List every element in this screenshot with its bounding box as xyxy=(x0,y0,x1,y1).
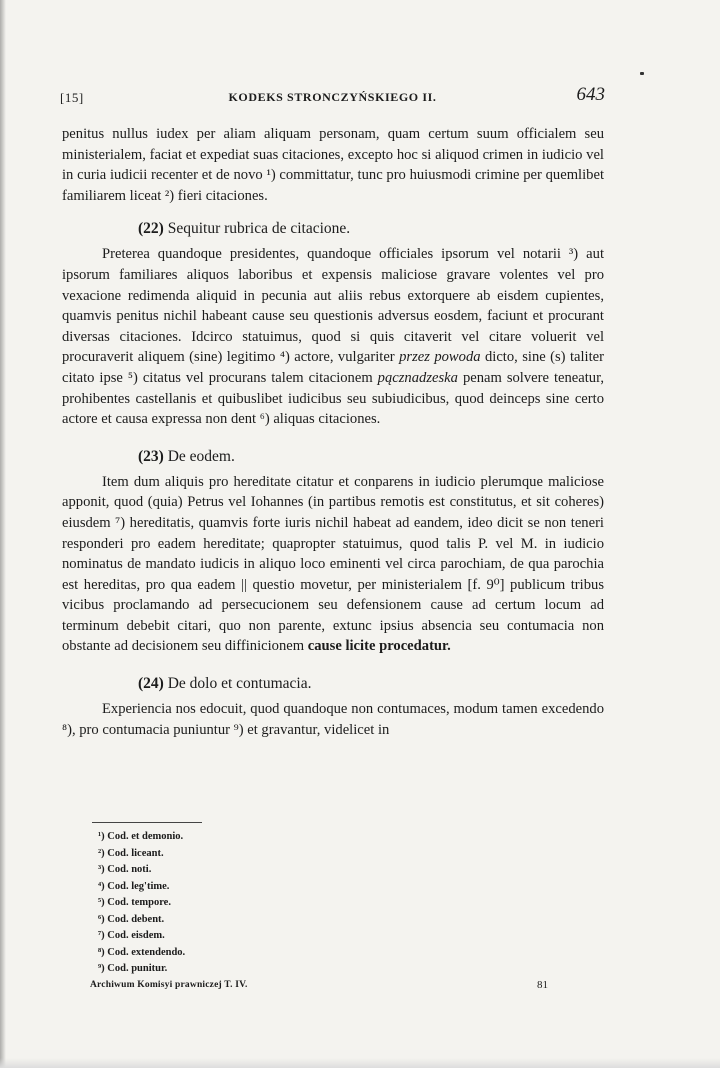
footnote-text: Cod. punitur. xyxy=(107,963,168,974)
italic-term: pącznadzeska xyxy=(377,369,458,386)
italic-term: przez powoda xyxy=(399,349,481,366)
section-number: (24) xyxy=(138,675,164,693)
paragraph-23 xyxy=(62,472,604,657)
footnote-text: Cod. extendendo. xyxy=(107,946,186,958)
paragraph-text: Item dum aliquis pro hereditate citatur et conparens in iudicio plerumque maliciose apponit, quod (quia) Petrus vel Iohannes (in partibus remotis est constitutus, et sit coheres) eiusdem ⁷) hereditatis, quamvis forte iuris nichil habeat ad eandem, ideo dicit se non teneri responderi pro eadem hereditate; quapropter statuimus, quod talis P. vel M. in iudicio nominatus de mandato iudicis in aliquo loco eminenti vel circa parochiam, de qua parochia est hereditas, pro qua eadem || questio movetur, per ministerialem [f. 9⁰] publicum tribus vicibus proclamando ad persecucionem seu defensionem cause ad certum locum ad terminum debebit citari, quo non parente, extunc ipsius absencia seu contumacia non obstante ad decisionem seu diffinicionem xyxy=(62,473,604,655)
bold-text: cause licite procedatur. xyxy=(307,638,451,655)
section-title: Sequitur rubrica de citacione. xyxy=(167,220,351,238)
section-title: De eodem. xyxy=(167,447,235,465)
footnote-mark: ³) xyxy=(98,864,105,875)
paragraph-22 xyxy=(62,244,604,429)
footnote xyxy=(98,879,398,896)
footer-source: Archiwum Komisyi prawniczej T. IV. xyxy=(90,980,248,990)
section-number: (22) xyxy=(138,220,164,238)
section-heading-23 xyxy=(138,446,604,468)
page-bottom-edge xyxy=(0,1058,720,1068)
header-title: KODEKS STRONCZYŃSKIEGO II. xyxy=(228,90,437,104)
section-heading-24 xyxy=(138,673,604,695)
footnote xyxy=(98,895,398,912)
footnote xyxy=(98,945,398,962)
footnote-mark: ⁷) xyxy=(98,930,105,941)
footnote xyxy=(98,912,398,929)
footnote xyxy=(98,961,398,978)
paragraph-text: penam solvere teneatur, prohibentes castellanis et quibuslibet iudicibus seu subiudicibus, quod deinceps sine certo actore et causa expressa non dent ⁶) aliquas citaciones. xyxy=(62,369,605,428)
paragraph-text: Preterea quandoque presidentes, quandoque officiales ipsorum vel notarii ³) aut ipsorum familiares aliquos laboribus et expensis maliciose gravare volentes vel pro vexacione redimenda aliquid in pecunia aut aliis rebus extorquere ab eisdem cupientes, quamvis penitus nichil habeant cause seu questionis adversus eosdem, faciunt et procurant diversas citaciones. Idcirco statuimus, quod si quis citaverit vel citare voluerit vel procuraverit aliquem (sine) legitimo ⁴) actore, vulgariter xyxy=(62,246,604,366)
footnote-mark: ⁹) xyxy=(98,963,105,974)
paragraph-text: dicto, sine (s) taliter citato ipse ⁵) citatus vel procurans talem citacionem xyxy=(62,349,604,386)
footnote-text: Cod. liceant. xyxy=(107,847,164,859)
page-edge-shadow xyxy=(0,0,6,1068)
footnote-mark: ²) xyxy=(98,847,105,859)
footnotes xyxy=(98,829,398,978)
header-bracket-number: [15] xyxy=(60,90,84,105)
footnote xyxy=(98,846,398,863)
footnote-text: Cod. tempore. xyxy=(107,897,171,908)
footnote-text: Cod. debent. xyxy=(107,913,165,925)
page-number: 643 xyxy=(576,84,605,105)
footnote xyxy=(98,928,398,945)
footnote-text: Cod. noti. xyxy=(107,864,152,875)
running-header xyxy=(60,84,605,108)
paragraph-continued: penitus nullus iudex per aliam aliquam personam, quam certum suum officialem seu ministerialem, faciat et expediat suas citaciones, excepto hoc si aliquod crimen in iudicio vel in curia iudicii recenter et de novo ¹) committatur, tunc pro huiusmodi crimine per quemlibet familiarem liceat ²) fieri citaciones. xyxy=(62,126,604,204)
section-number: (23) xyxy=(138,447,164,465)
footnote-mark: ⁵) xyxy=(98,897,105,908)
footnote-text: Cod. eisdem. xyxy=(107,930,165,941)
paragraph-24: Experiencia nos edocuit, quod quandoque non contumaces, modum tamen excedendo ⁸), pro contumacia puniuntur ⁹) et gravantur, videlicet in xyxy=(62,701,604,738)
footnote xyxy=(98,829,398,846)
signature-mark: 81 xyxy=(537,979,548,991)
section-title: De dolo et contumacia. xyxy=(167,675,312,693)
footnote-mark: ⁴) xyxy=(98,880,105,892)
footnote-rule xyxy=(92,822,202,823)
footnote-mark: ⁶) xyxy=(98,913,105,925)
footnote-text: Cod. et demonio. xyxy=(107,831,184,842)
ink-speck xyxy=(640,72,644,75)
footnote-mark: ⁸) xyxy=(98,946,105,958)
footnote xyxy=(98,862,398,879)
section-heading-22 xyxy=(138,218,604,240)
footnote-text: Cod. leg'time. xyxy=(107,880,170,892)
main-text xyxy=(62,124,604,740)
footnote-mark: ¹) xyxy=(98,831,105,842)
